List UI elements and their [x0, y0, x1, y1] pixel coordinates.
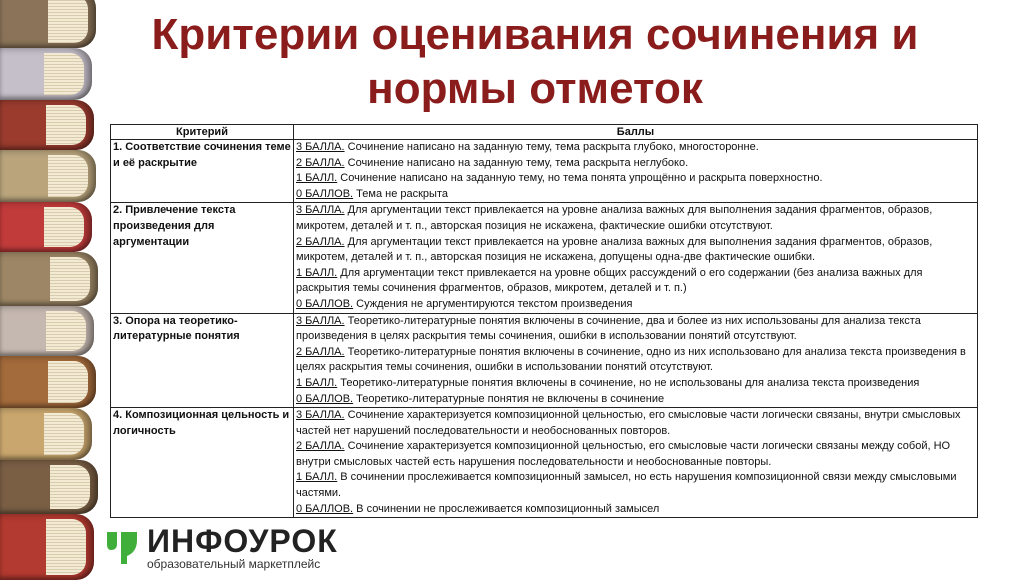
score-label: 0 БАЛЛОВ. — [296, 392, 354, 405]
scores-cell — [294, 313, 978, 408]
score-line — [296, 392, 975, 408]
score-description: В сочинении не прослеживается композиционный замысел — [353, 502, 660, 515]
score-description: Для аргументации текст привлекается на уровне анализа важных для выполнения задания фрагментов, образов, микротем, деталей и т. п., авторская позиция не искажена, фактические ошибки отсутствуют. — [296, 204, 933, 232]
score-line — [296, 439, 975, 470]
score-description: Для аргументации текст привлекается на уровне анализа важных для выполнения задания фрагментов, образов, микротем, деталей и т. п., авторская позиция не искажена, допущены одна-две фактические ошибки. — [296, 235, 933, 264]
logo-leaf-icon — [105, 530, 139, 564]
score-label: 0 БАЛЛОВ. — [296, 297, 354, 310]
score-line — [296, 266, 975, 297]
header-criterion: Критерий — [111, 125, 294, 140]
criterion-cell: 1. Соответствие сочинения теме и её раскрытие — [111, 140, 294, 203]
score-description: Сочинение характеризуется композиционной цельностью, его смысловые части логически связаны, внутри смысловых частей нет нарушений последовательности и необоснованных повторов. — [296, 409, 961, 437]
score-description: Сочинение написано на заданную тему, тема раскрыта глубоко, многосторонне. — [344, 141, 759, 153]
score-line — [296, 140, 975, 156]
criteria-table — [110, 124, 978, 518]
score-description: Сочинение написано на заданную тему, но тема понята упрощённо и раскрыта поверхностно. — [337, 172, 823, 185]
book — [0, 408, 92, 460]
score-label: 0 БАЛЛОВ. — [296, 502, 354, 515]
table-row — [111, 203, 978, 313]
score-line — [296, 171, 975, 187]
score-label: 2 БАЛЛА. — [296, 156, 345, 169]
criterion-cell: 3. Опора на теоретико-литературные понятия — [111, 313, 294, 408]
book — [0, 460, 98, 514]
table-row — [111, 140, 978, 203]
book — [0, 252, 98, 306]
table-row — [111, 313, 978, 408]
score-line — [296, 187, 975, 203]
score-label: 1 БАЛЛ. — [296, 376, 338, 389]
score-description: Для аргументации текст привлекается на уровне общих рассуждений о его содержании (без анализа важных для раскрытия темы сочинения фрагментов, образов, микротем, деталей и т. п.) — [296, 266, 923, 295]
book-stack-decoration — [0, 0, 104, 574]
header-scores: Баллы — [294, 125, 978, 140]
book — [0, 150, 96, 202]
book — [0, 306, 94, 356]
score-label: 0 БАЛЛОВ. — [296, 187, 354, 200]
scores-cell — [294, 408, 978, 518]
score-line — [296, 314, 975, 345]
score-label: 1 БАЛЛ. — [296, 172, 338, 185]
logo-subtitle: образовательный маркетплейс — [147, 557, 321, 571]
score-line — [296, 297, 975, 313]
score-description: Суждения не аргументируются текстом произведения — [353, 297, 633, 310]
score-label: 3 БАЛЛА. — [296, 204, 345, 217]
logo-name: ИНФОУРОК — [147, 523, 338, 559]
score-line — [296, 470, 975, 501]
score-line — [296, 345, 975, 376]
score-description: Тема не раскрыта — [353, 187, 448, 200]
scores-cell — [294, 140, 978, 203]
score-line — [296, 408, 975, 439]
book — [0, 514, 94, 580]
score-line — [296, 502, 975, 518]
score-line — [296, 203, 975, 234]
slide-title: Критерии оценивания сочинения и нормы отметок — [151, 10, 919, 113]
table-row — [111, 408, 978, 518]
criterion-cell: 4. Композиционная цельность и логичность — [111, 408, 294, 518]
score-line — [296, 376, 975, 392]
score-label: 2 БАЛЛА. — [296, 345, 345, 358]
score-description: Сочинение написано на заданную тему, тема раскрыта неглубоко. — [344, 156, 689, 169]
score-label: 3 БАЛЛА. — [296, 314, 345, 327]
score-description: Теоретико-литературные понятия включены в сочинение, но не использованы для анализа текста произведения — [337, 376, 920, 389]
score-description: В сочинении прослеживается композиционный замысел, но есть нарушения композиционной связи между смысловыми частями. — [296, 471, 957, 500]
score-label: 1 БАЛЛ. — [296, 266, 338, 279]
score-label: 2 БАЛЛА. — [296, 440, 345, 453]
score-description: Теоретико-литературные понятия включены в сочинение, одно из них использовано для анализа текста произведения в целях раскрытия темы сочинения, ошибки в использовании понятий отсутствуют. — [296, 345, 966, 374]
table-header-row — [111, 125, 978, 140]
score-description: Теоретико-литературные понятия включены в сочинение, два и более из них использованы для анализа текста произведения в целях раскрытия темы сочинения, ошибки в использовании понятий отсутствуют. — [296, 314, 921, 343]
score-description: Сочинение характеризуется композиционной цельностью, его смысловые части логически связаны между собой, НО внутри смысловых частей есть нарушения последовательности и необоснованные повторы. — [296, 440, 951, 468]
score-line — [296, 235, 975, 266]
score-label: 2 БАЛЛА. — [296, 235, 345, 248]
book — [0, 356, 96, 408]
score-label: 1 БАЛЛ. — [296, 471, 338, 484]
score-line — [296, 156, 975, 172]
score-label: 3 БАЛЛА. — [296, 409, 345, 422]
criterion-cell: 2. Привлечение текста произведения для аргументации — [111, 203, 294, 313]
book — [0, 48, 92, 100]
book — [0, 100, 94, 150]
score-label: 3 БАЛЛА. — [296, 141, 345, 153]
book — [0, 0, 96, 48]
scores-cell — [294, 203, 978, 313]
book — [0, 202, 92, 252]
score-description: Теоретико-литературные понятия не включены в сочинение — [353, 392, 665, 405]
